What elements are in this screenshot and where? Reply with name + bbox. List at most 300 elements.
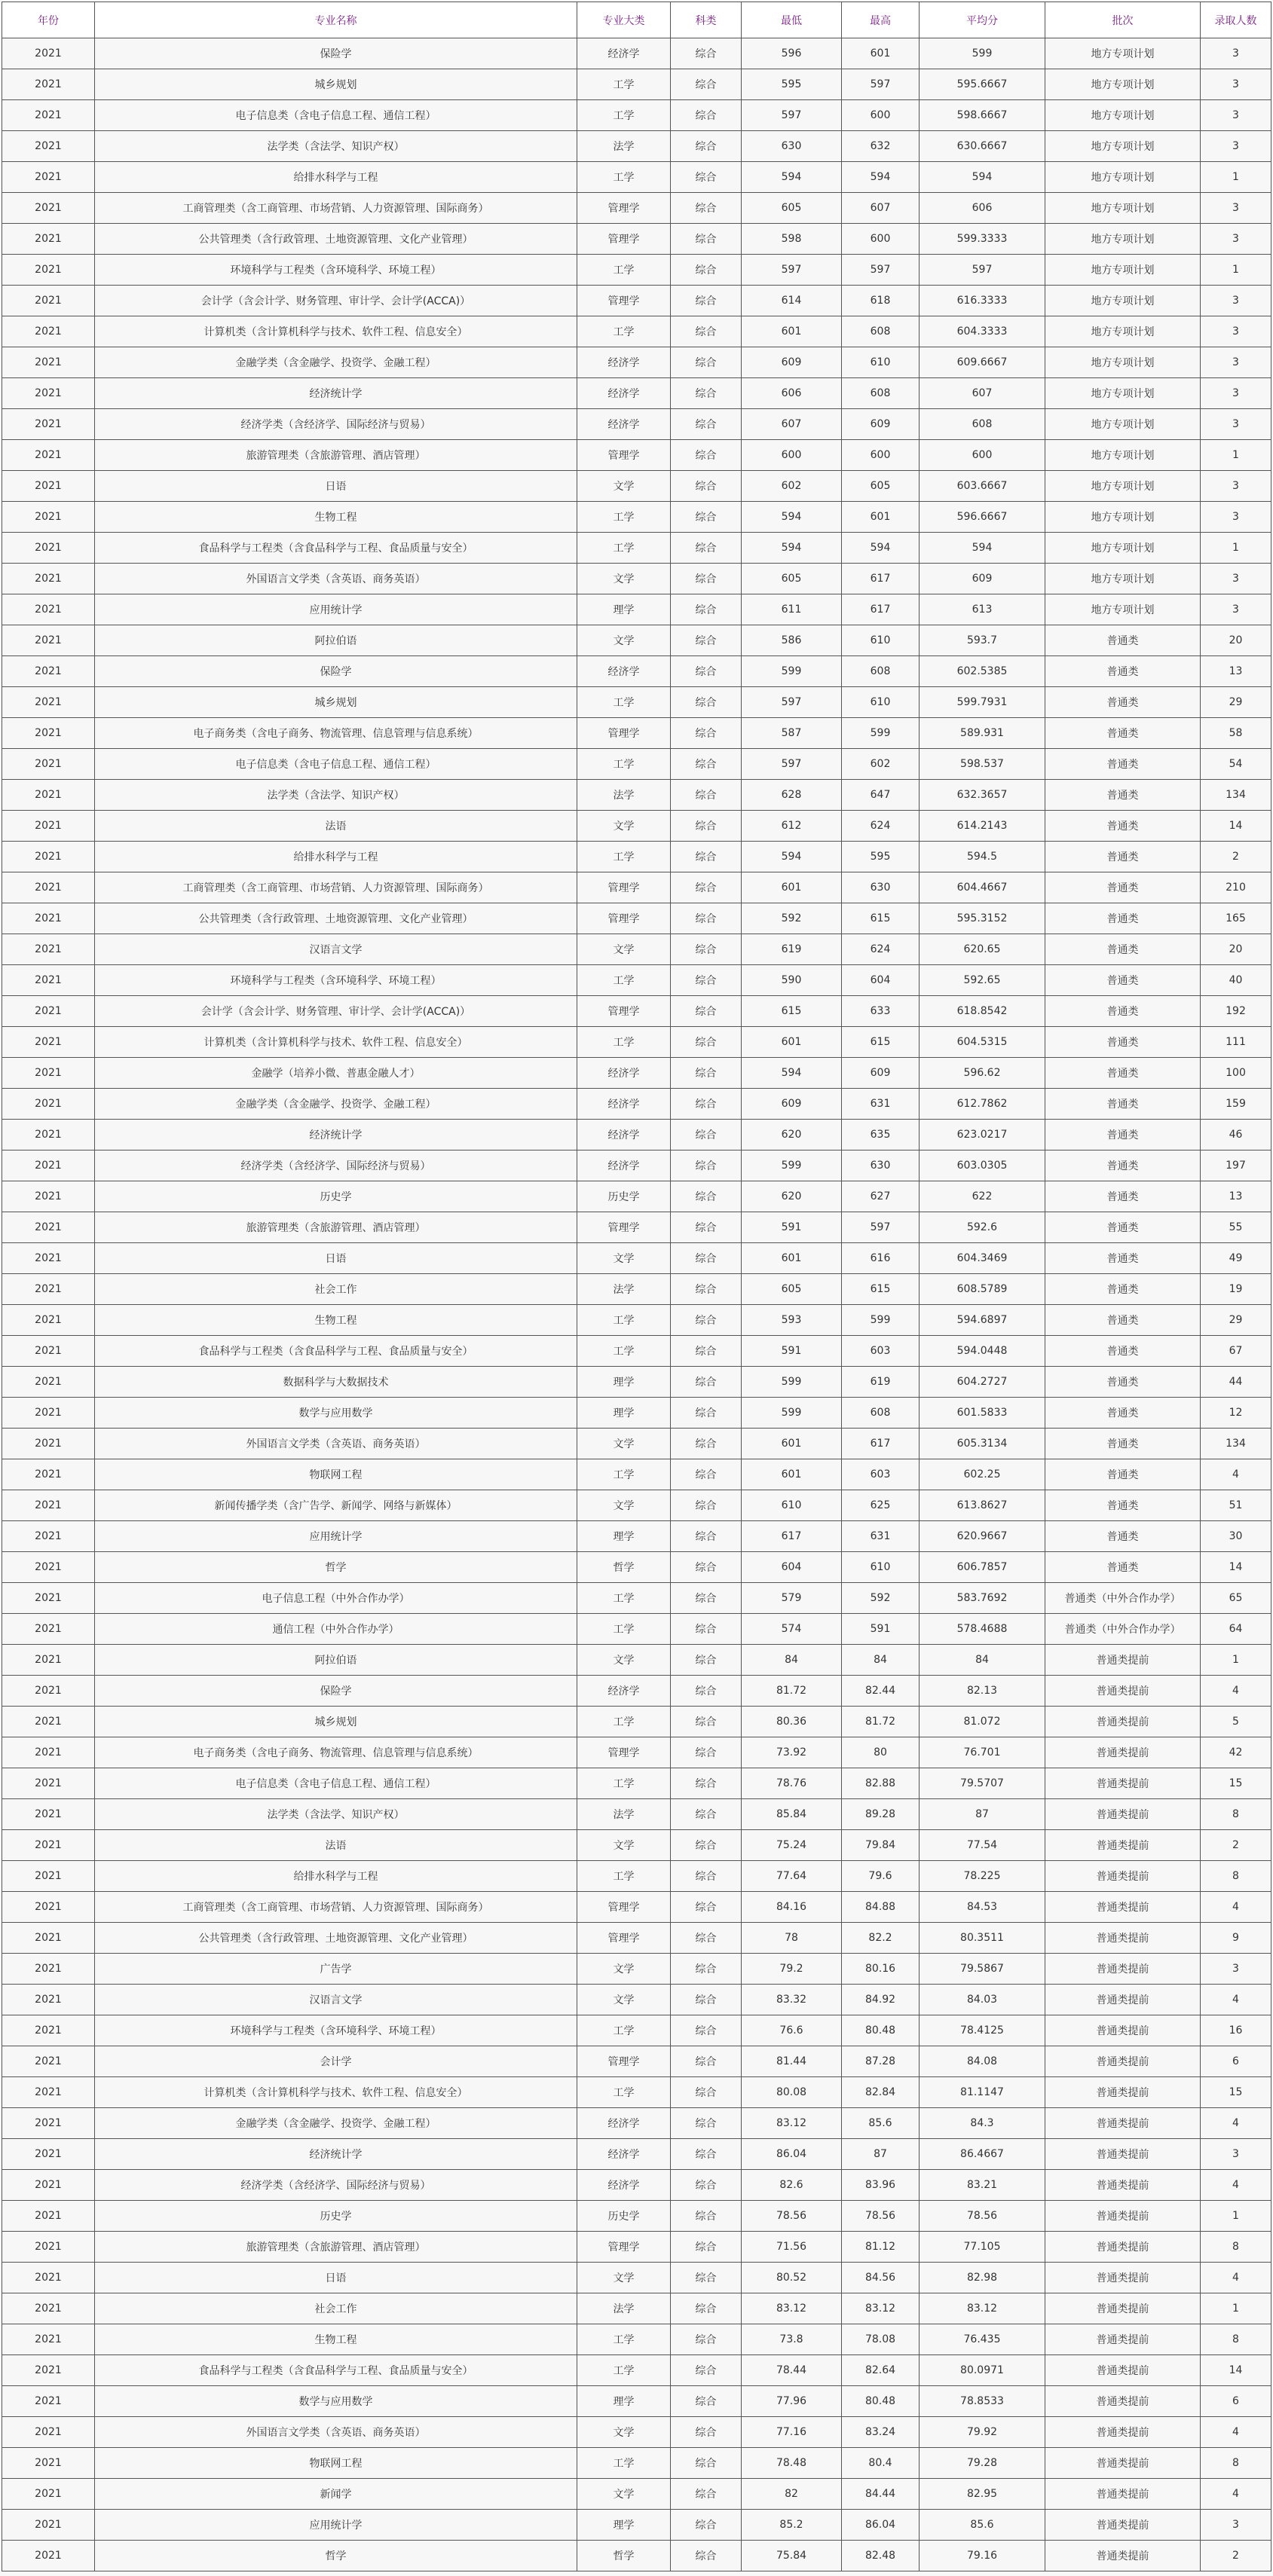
cell-year: 2021 — [2, 1830, 95, 1861]
cell-major-category: 管理学 — [577, 718, 671, 749]
cell-avg-score: 86.4667 — [920, 2139, 1045, 2170]
cell-subject-type: 综合 — [671, 533, 742, 564]
cell-min-score: 78 — [742, 1923, 842, 1954]
cell-min-score: 78.76 — [742, 1768, 842, 1799]
cell-avg-score: 82.98 — [920, 2263, 1045, 2293]
cell-min-score: 84 — [742, 1645, 842, 1676]
table-row — [2, 162, 1271, 193]
cell-admitted-count: 3 — [1201, 224, 1271, 255]
cell-subject-type: 综合 — [671, 1429, 742, 1459]
cell-min-score: 71.56 — [742, 2232, 842, 2263]
cell-batch: 普通类 — [1045, 872, 1201, 903]
cell-min-score: 594 — [742, 1058, 842, 1089]
cell-major-name: 工商管理类（含工商管理、市场营销、人力资源管理、国际商务） — [95, 193, 577, 224]
cell-major-name: 环境科学与工程类（含环境科学、环境工程） — [95, 255, 577, 286]
header-admitted-count: 录取人数 — [1201, 2, 1271, 38]
cell-avg-score: 602.5385 — [920, 656, 1045, 687]
cell-year: 2021 — [2, 2046, 95, 2077]
cell-year: 2021 — [2, 2232, 95, 2263]
cell-major-category: 工学 — [577, 1459, 671, 1490]
table-row — [2, 38, 1271, 69]
cell-admitted-count: 3 — [1201, 347, 1271, 378]
cell-major-category: 管理学 — [577, 2046, 671, 2077]
cell-admitted-count: 8 — [1201, 2232, 1271, 2263]
cell-major-category: 理学 — [577, 1398, 671, 1429]
cell-major-category: 工学 — [577, 1614, 671, 1645]
cell-min-score: 595 — [742, 69, 842, 100]
cell-year: 2021 — [2, 718, 95, 749]
cell-major-name: 生物工程 — [95, 1305, 577, 1336]
cell-avg-score: 603.0305 — [920, 1150, 1045, 1181]
cell-avg-score: 593.7 — [920, 625, 1045, 656]
cell-max-score: 81.12 — [842, 2232, 920, 2263]
cell-major-name: 公共管理类（含行政管理、土地资源管理、文化产业管理） — [95, 224, 577, 255]
cell-batch: 地方专项计划 — [1045, 471, 1201, 502]
cell-subject-type: 综合 — [671, 687, 742, 718]
cell-admitted-count: 1 — [1201, 162, 1271, 193]
cell-batch: 地方专项计划 — [1045, 131, 1201, 162]
cell-min-score: 607 — [742, 409, 842, 440]
cell-admitted-count: 19 — [1201, 1274, 1271, 1305]
table-row — [2, 1490, 1271, 1521]
table-row — [2, 903, 1271, 934]
cell-subject-type: 综合 — [671, 1490, 742, 1521]
cell-year: 2021 — [2, 1707, 95, 1737]
cell-year: 2021 — [2, 2510, 95, 2541]
cell-max-score: 594 — [842, 162, 920, 193]
cell-subject-type: 综合 — [671, 2232, 742, 2263]
cell-batch: 地方专项计划 — [1045, 224, 1201, 255]
cell-year: 2021 — [2, 1367, 95, 1398]
table-row — [2, 1892, 1271, 1923]
table-row — [2, 1150, 1271, 1181]
table-row — [2, 2510, 1271, 2541]
cell-major-category: 工学 — [577, 1305, 671, 1336]
cell-max-score: 80.48 — [842, 2386, 920, 2417]
cell-major-name: 金融学（培养小微、普惠金融人才） — [95, 1058, 577, 1089]
cell-avg-score: 84.3 — [920, 2108, 1045, 2139]
cell-batch: 普通类 — [1045, 842, 1201, 872]
cell-admitted-count: 1 — [1201, 2201, 1271, 2232]
cell-major-category: 文学 — [577, 1954, 671, 1985]
table-row — [2, 1429, 1271, 1459]
cell-avg-score: 600 — [920, 440, 1045, 471]
cell-major-name: 应用统计学 — [95, 2510, 577, 2541]
cell-admitted-count: 4 — [1201, 1985, 1271, 2015]
cell-avg-score: 603.6667 — [920, 471, 1045, 502]
cell-batch: 普通类提前 — [1045, 2232, 1201, 2263]
table-row — [2, 1459, 1271, 1490]
cell-year: 2021 — [2, 2077, 95, 2108]
cell-max-score: 80 — [842, 1737, 920, 1768]
cell-subject-type: 综合 — [671, 2417, 742, 2448]
cell-batch: 普通类提前 — [1045, 1645, 1201, 1676]
cell-max-score: 607 — [842, 193, 920, 224]
cell-major-category: 工学 — [577, 2448, 671, 2479]
cell-avg-score: 599.3333 — [920, 224, 1045, 255]
cell-admitted-count: 15 — [1201, 2077, 1271, 2108]
cell-min-score: 594 — [742, 533, 842, 564]
table-row — [2, 286, 1271, 316]
cell-year: 2021 — [2, 749, 95, 780]
header-batch: 批次 — [1045, 2, 1201, 38]
cell-min-score: 73.8 — [742, 2324, 842, 2355]
cell-admitted-count: 4 — [1201, 2263, 1271, 2293]
table-row — [2, 2170, 1271, 2201]
cell-subject-type: 综合 — [671, 2324, 742, 2355]
cell-year: 2021 — [2, 2386, 95, 2417]
cell-major-category: 经济学 — [577, 1150, 671, 1181]
cell-batch: 普通类提前 — [1045, 2355, 1201, 2386]
table-row — [2, 656, 1271, 687]
cell-max-score: 604 — [842, 965, 920, 996]
table-row — [2, 2479, 1271, 2510]
cell-min-score: 78.56 — [742, 2201, 842, 2232]
cell-subject-type: 综合 — [671, 2077, 742, 2108]
cell-major-category: 管理学 — [577, 1212, 671, 1243]
cell-year: 2021 — [2, 193, 95, 224]
cell-admitted-count: 13 — [1201, 1181, 1271, 1212]
cell-year: 2021 — [2, 2201, 95, 2232]
cell-major-name: 会计学（含会计学、财务管理、审计学、会计学(ACCA)） — [95, 286, 577, 316]
cell-major-category: 工学 — [577, 69, 671, 100]
cell-max-score: 632 — [842, 131, 920, 162]
cell-year: 2021 — [2, 100, 95, 131]
cell-batch: 普通类提前 — [1045, 2046, 1201, 2077]
cell-avg-score: 602.25 — [920, 1459, 1045, 1490]
cell-major-name: 历史学 — [95, 1181, 577, 1212]
cell-batch: 地方专项计划 — [1045, 286, 1201, 316]
cell-min-score: 601 — [742, 1243, 842, 1274]
cell-avg-score: 594.6897 — [920, 1305, 1045, 1336]
cell-batch: 普通类 — [1045, 687, 1201, 718]
cell-major-category: 文学 — [577, 2417, 671, 2448]
cell-avg-score: 601.5833 — [920, 1398, 1045, 1429]
cell-max-score: 635 — [842, 1120, 920, 1150]
cell-batch: 普通类 — [1045, 1398, 1201, 1429]
cell-min-score: 599 — [742, 1367, 842, 1398]
cell-avg-score: 623.0217 — [920, 1120, 1045, 1150]
cell-min-score: 609 — [742, 347, 842, 378]
cell-admitted-count: 14 — [1201, 2355, 1271, 2386]
cell-year: 2021 — [2, 2355, 95, 2386]
cell-min-score: 601 — [742, 872, 842, 903]
admission-scores-table — [2, 2, 1271, 2571]
cell-min-score: 604 — [742, 1552, 842, 1583]
cell-batch: 地方专项计划 — [1045, 162, 1201, 193]
cell-min-score: 605 — [742, 1274, 842, 1305]
table-row — [2, 625, 1271, 656]
cell-subject-type: 综合 — [671, 2170, 742, 2201]
table-row — [2, 564, 1271, 594]
cell-major-name: 给排水科学与工程 — [95, 1861, 577, 1892]
cell-subject-type: 综合 — [671, 594, 742, 625]
cell-admitted-count: 3 — [1201, 502, 1271, 533]
cell-admitted-count: 40 — [1201, 965, 1271, 996]
cell-max-score: 619 — [842, 1367, 920, 1398]
cell-min-score: 600 — [742, 440, 842, 471]
cell-major-name: 食品科学与工程类（含食品科学与工程、食品质量与安全） — [95, 1336, 577, 1367]
cell-min-score: 587 — [742, 718, 842, 749]
cell-subject-type: 综合 — [671, 440, 742, 471]
cell-subject-type: 综合 — [671, 1305, 742, 1336]
cell-avg-score: 618.8542 — [920, 996, 1045, 1027]
table-row — [2, 1089, 1271, 1120]
cell-min-score: 574 — [742, 1614, 842, 1645]
cell-admitted-count: 29 — [1201, 1305, 1271, 1336]
cell-subject-type: 综合 — [671, 224, 742, 255]
cell-major-name: 经济统计学 — [95, 378, 577, 409]
cell-min-score: 586 — [742, 625, 842, 656]
cell-major-category: 工学 — [577, 255, 671, 286]
cell-major-name: 保险学 — [95, 38, 577, 69]
cell-min-score: 605 — [742, 564, 842, 594]
cell-admitted-count: 8 — [1201, 2448, 1271, 2479]
cell-major-category: 工学 — [577, 1583, 671, 1614]
cell-admitted-count: 67 — [1201, 1336, 1271, 1367]
cell-batch: 普通类 — [1045, 996, 1201, 1027]
cell-subject-type: 综合 — [671, 2541, 742, 2571]
cell-year: 2021 — [2, 347, 95, 378]
cell-year: 2021 — [2, 1120, 95, 1150]
cell-year: 2021 — [2, 2448, 95, 2479]
cell-major-category: 管理学 — [577, 224, 671, 255]
cell-avg-score: 604.4667 — [920, 872, 1045, 903]
cell-batch: 普通类提前 — [1045, 1830, 1201, 1861]
cell-year: 2021 — [2, 69, 95, 100]
cell-major-name: 工商管理类（含工商管理、市场营销、人力资源管理、国际商务） — [95, 1892, 577, 1923]
cell-year: 2021 — [2, 1521, 95, 1552]
cell-batch: 普通类提前 — [1045, 2263, 1201, 2293]
cell-subject-type: 综合 — [671, 1799, 742, 1830]
cell-batch: 地方专项计划 — [1045, 193, 1201, 224]
cell-batch: 普通类 — [1045, 1150, 1201, 1181]
cell-year: 2021 — [2, 1583, 95, 1614]
cell-min-score: 594 — [742, 162, 842, 193]
cell-major-category: 法学 — [577, 1274, 671, 1305]
cell-min-score: 593 — [742, 1305, 842, 1336]
cell-batch: 地方专项计划 — [1045, 564, 1201, 594]
cell-avg-score: 605.3134 — [920, 1429, 1045, 1459]
cell-subject-type: 综合 — [671, 1058, 742, 1089]
cell-major-name: 阿拉伯语 — [95, 625, 577, 656]
cell-year: 2021 — [2, 38, 95, 69]
cell-year: 2021 — [2, 1305, 95, 1336]
cell-major-category: 理学 — [577, 2386, 671, 2417]
cell-major-category: 法学 — [577, 131, 671, 162]
cell-max-score: 647 — [842, 780, 920, 811]
cell-major-category: 文学 — [577, 934, 671, 965]
cell-max-score: 82.84 — [842, 2077, 920, 2108]
cell-admitted-count: 64 — [1201, 1614, 1271, 1645]
cell-year: 2021 — [2, 1737, 95, 1768]
cell-batch: 地方专项计划 — [1045, 440, 1201, 471]
table-row — [2, 2355, 1271, 2386]
cell-subject-type: 综合 — [671, 1212, 742, 1243]
cell-min-score: 82.6 — [742, 2170, 842, 2201]
cell-admitted-count: 4 — [1201, 2417, 1271, 2448]
cell-major-name: 会计学 — [95, 2046, 577, 2077]
cell-major-category: 文学 — [577, 811, 671, 842]
cell-max-score: 86.04 — [842, 2510, 920, 2541]
table-row — [2, 100, 1271, 131]
cell-major-name: 日语 — [95, 2263, 577, 2293]
cell-batch: 普通类 — [1045, 749, 1201, 780]
cell-admitted-count: 192 — [1201, 996, 1271, 1027]
cell-subject-type: 综合 — [671, 1645, 742, 1676]
cell-admitted-count: 44 — [1201, 1367, 1271, 1398]
cell-avg-score: 616.3333 — [920, 286, 1045, 316]
cell-batch: 普通类 — [1045, 1490, 1201, 1521]
cell-subject-type: 综合 — [671, 378, 742, 409]
cell-major-category: 文学 — [577, 1830, 671, 1861]
cell-subject-type: 综合 — [671, 1150, 742, 1181]
cell-major-name: 金融学类（含金融学、投资学、金融工程） — [95, 347, 577, 378]
cell-avg-score: 613.8627 — [920, 1490, 1045, 1521]
cell-year: 2021 — [2, 502, 95, 533]
cell-avg-score: 604.2727 — [920, 1367, 1045, 1398]
cell-min-score: 86.04 — [742, 2139, 842, 2170]
cell-major-category: 文学 — [577, 2263, 671, 2293]
cell-admitted-count: 3 — [1201, 1954, 1271, 1985]
cell-year: 2021 — [2, 440, 95, 471]
cell-batch: 地方专项计划 — [1045, 38, 1201, 69]
table-row — [2, 872, 1271, 903]
table-row — [2, 749, 1271, 780]
cell-batch: 普通类 — [1045, 1058, 1201, 1089]
cell-avg-score: 81.1147 — [920, 2077, 1045, 2108]
cell-batch: 普通类提前 — [1045, 1923, 1201, 1954]
cell-subject-type: 综合 — [671, 2201, 742, 2232]
cell-min-score: 598 — [742, 224, 842, 255]
cell-min-score: 597 — [742, 100, 842, 131]
cell-max-score: 608 — [842, 656, 920, 687]
cell-subject-type: 综合 — [671, 409, 742, 440]
cell-batch: 地方专项计划 — [1045, 69, 1201, 100]
cell-max-score: 79.84 — [842, 1830, 920, 1861]
cell-year: 2021 — [2, 1768, 95, 1799]
cell-year: 2021 — [2, 1398, 95, 1429]
table-row — [2, 1521, 1271, 1552]
cell-major-category: 经济学 — [577, 2108, 671, 2139]
cell-avg-score: 606 — [920, 193, 1045, 224]
cell-subject-type: 综合 — [671, 2355, 742, 2386]
cell-major-category: 历史学 — [577, 2201, 671, 2232]
cell-major-category: 管理学 — [577, 903, 671, 934]
cell-subject-type: 综合 — [671, 1552, 742, 1583]
cell-batch: 普通类提前 — [1045, 2479, 1201, 2510]
cell-year: 2021 — [2, 1336, 95, 1367]
cell-admitted-count: 1 — [1201, 533, 1271, 564]
cell-batch: 普通类 — [1045, 1336, 1201, 1367]
cell-major-category: 理学 — [577, 2510, 671, 2541]
cell-admitted-count: 49 — [1201, 1243, 1271, 1274]
cell-major-category: 工学 — [577, 687, 671, 718]
cell-major-category: 工学 — [577, 2015, 671, 2046]
cell-subject-type: 综合 — [671, 2479, 742, 2510]
header-major-category: 专业大类 — [577, 2, 671, 38]
cell-min-score: 620 — [742, 1181, 842, 1212]
cell-year: 2021 — [2, 471, 95, 502]
cell-max-score: 78.56 — [842, 2201, 920, 2232]
cell-admitted-count: 3 — [1201, 316, 1271, 347]
cell-avg-score: 83.12 — [920, 2293, 1045, 2324]
cell-subject-type: 综合 — [671, 1027, 742, 1058]
cell-avg-score: 76.701 — [920, 1737, 1045, 1768]
cell-max-score: 592 — [842, 1583, 920, 1614]
cell-subject-type: 综合 — [671, 842, 742, 872]
cell-avg-score: 84.03 — [920, 1985, 1045, 2015]
table-row — [2, 1861, 1271, 1892]
cell-admitted-count: 15 — [1201, 1768, 1271, 1799]
cell-min-score: 78.44 — [742, 2355, 842, 2386]
cell-batch: 地方专项计划 — [1045, 347, 1201, 378]
cell-major-category: 工学 — [577, 1336, 671, 1367]
cell-avg-score: 597 — [920, 255, 1045, 286]
cell-major-name: 应用统计学 — [95, 1521, 577, 1552]
cell-avg-score: 78.8533 — [920, 2386, 1045, 2417]
cell-major-name: 新闻传播学类（含广告学、新闻学、网络与新媒体） — [95, 1490, 577, 1521]
cell-major-name: 经济学类（含经济学、国际经济与贸易） — [95, 409, 577, 440]
cell-year: 2021 — [2, 2541, 95, 2571]
cell-admitted-count: 3 — [1201, 378, 1271, 409]
cell-batch: 普通类提前 — [1045, 2541, 1201, 2571]
cell-year: 2021 — [2, 965, 95, 996]
cell-subject-type: 综合 — [671, 1336, 742, 1367]
cell-min-score: 609 — [742, 1089, 842, 1120]
cell-admitted-count: 16 — [1201, 2015, 1271, 2046]
cell-major-category: 管理学 — [577, 193, 671, 224]
cell-major-name: 数学与应用数学 — [95, 1398, 577, 1429]
cell-admitted-count: 3 — [1201, 131, 1271, 162]
cell-subject-type: 综合 — [671, 2448, 742, 2479]
cell-batch: 普通类 — [1045, 1120, 1201, 1150]
cell-avg-score: 609.6667 — [920, 347, 1045, 378]
cell-avg-score: 596.6667 — [920, 502, 1045, 533]
cell-min-score: 591 — [742, 1212, 842, 1243]
table-row — [2, 2046, 1271, 2077]
cell-min-score: 84.16 — [742, 1892, 842, 1923]
table-row — [2, 1737, 1271, 1768]
cell-subject-type: 综合 — [671, 749, 742, 780]
cell-subject-type: 综合 — [671, 1120, 742, 1150]
cell-subject-type: 综合 — [671, 2263, 742, 2293]
cell-major-category: 经济学 — [577, 2170, 671, 2201]
cell-year: 2021 — [2, 1429, 95, 1459]
table-row — [2, 1336, 1271, 1367]
cell-max-score: 597 — [842, 69, 920, 100]
cell-max-score: 617 — [842, 1429, 920, 1459]
cell-subject-type: 综合 — [671, 1707, 742, 1737]
cell-subject-type: 综合 — [671, 255, 742, 286]
cell-max-score: 82.48 — [842, 2541, 920, 2571]
cell-major-name: 应用统计学 — [95, 594, 577, 625]
table-row — [2, 2386, 1271, 2417]
table-row — [2, 1676, 1271, 1707]
cell-avg-score: 599.7931 — [920, 687, 1045, 718]
cell-major-category: 管理学 — [577, 872, 671, 903]
cell-major-name: 金融学类（含金融学、投资学、金融工程） — [95, 1089, 577, 1120]
cell-max-score: 84.44 — [842, 2479, 920, 2510]
cell-year: 2021 — [2, 1799, 95, 1830]
cell-major-category: 管理学 — [577, 1892, 671, 1923]
table-row — [2, 131, 1271, 162]
cell-major-category: 经济学 — [577, 38, 671, 69]
cell-major-name: 计算机类（含计算机科学与技术、软件工程、信息安全） — [95, 2077, 577, 2108]
cell-avg-score: 76.435 — [920, 2324, 1045, 2355]
cell-avg-score: 620.9667 — [920, 1521, 1045, 1552]
cell-max-score: 78.08 — [842, 2324, 920, 2355]
